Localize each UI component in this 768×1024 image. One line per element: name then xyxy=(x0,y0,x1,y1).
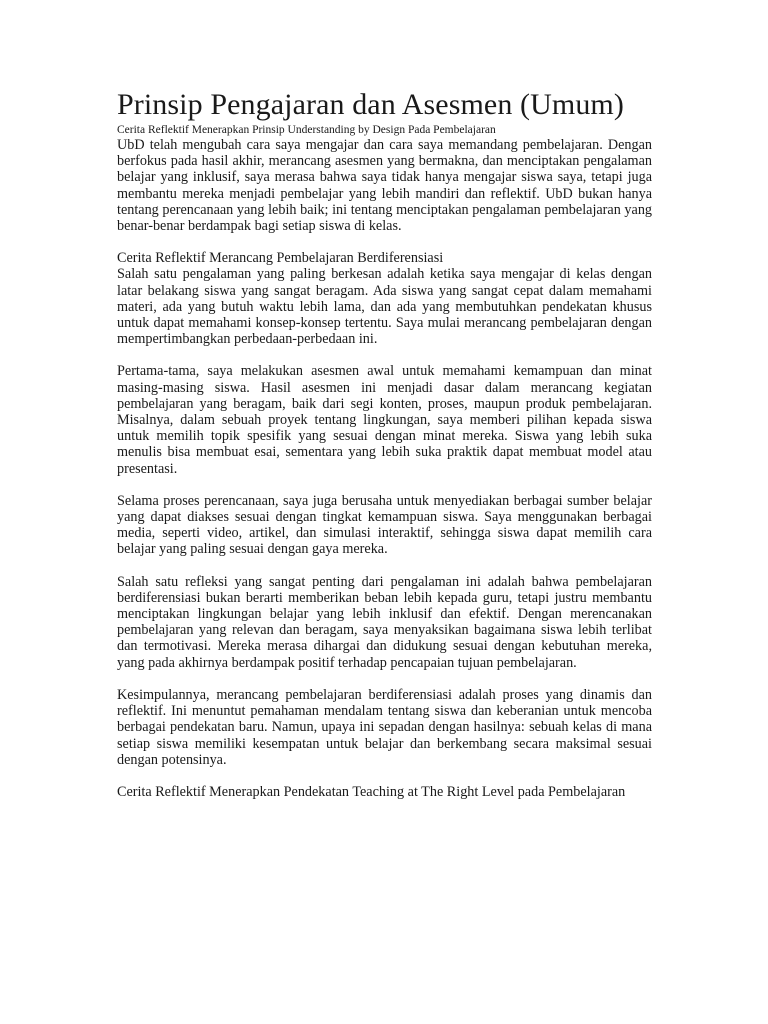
paragraph-2: Pertama-tama, saya melakukan asesmen awal untuk memahami kemampuan dan minat masing-masing siswa. Hasil asesmen ini menjadi dasar dalam merancang kegiatan pembelajaran yang beragam, baik dari segi konten, proses, maupun produk pembelajaran. Misalnya, dalam sebuah proyek tentang lingkungan, saya memberi pilihan kepada siswa untuk memilih topik spesifik yang sesuai dengan minat mereka. Siswa yang lebih suka menulis bisa membuat esai, sementara yang lebih suka praktik dapat membuat model atau presentasi. xyxy=(117,363,652,477)
section-heading: Cerita Reflektif Merancang Pembelajaran Berdiferensiasi xyxy=(117,250,444,267)
document-subtitle: Cerita Reflektif Menerapkan Prinsip Understanding by Design Pada Pembelajaran xyxy=(117,124,496,136)
paragraph-1: Salah satu pengalaman yang paling berkesan adalah ketika saya mengajar di kelas dengan latar belakang siswa yang sangat beragam. Ada siswa yang sangat cepat dalam memahami materi, ada yang butuh waktu lebih lama, dan ada yang membutuhkan pendekatan khusus untuk dapat memahami konsep-konsep tertentu. Saya mulai merancang pembelajaran dengan mempertimbangkan perbedaan-perbedaan ini. xyxy=(117,266,652,348)
paragraph-5: Kesimpulannya, merancang pembelajaran berdiferensiasi adalah proses yang dinamis dan reflektif. Ini menuntut pemahaman mendalam tentang siswa dan keberanian untuk mencoba berbagai pendekatan baru. Namun, upaya ini sepadan dengan hasilnya: sebuah kelas di mana setiap siswa memiliki kesempatan untuk belajar dan berkembang secara maksimal sesuai dengan potensinya. xyxy=(117,686,652,768)
paragraph-3: Selama proses perencanaan, saya juga berusaha untuk menyediakan berbagai sumber belajar yang dapat diakses sesuai dengan tingkat kemampuan siswa. Saya menggunakan berbagai media, seperti video, artikel, dan simulasi interaktif, sehingga siswa dapat memilih cara belajar yang paling sesuai dengan gaya mereka. xyxy=(117,492,652,558)
closing-heading: Cerita Reflektif Menerapkan Pendekatan Teaching at The Right Level pada Pembelajaran xyxy=(117,783,626,800)
document-title: Prinsip Pengajaran dan Asesmen (Umum) xyxy=(117,88,624,121)
intro-paragraph: UbD telah mengubah cara saya mengajar dan cara saya memandang pembelajaran. Dengan berfokus pada hasil akhir, merancang asesmen yang bermakna, dan menciptakan pengalaman belajar yang inklusif, saya merasa bahwa saya tidak hanya mengajar siswa saya, tetapi juga membantu mereka menjadi pembelajar yang lebih mandiri dan reflektif. UbD bukan hanya tentang perencanaan yang lebih baik; ini tentang menciptakan pengalaman pembelajaran yang benar-benar berdampak bagi setiap siswa di kelas. xyxy=(117,137,652,235)
document-page xyxy=(117,86,652,800)
paragraph-4: Salah satu refleksi yang sangat penting dari pengalaman ini adalah bahwa pembelajaran berdiferensiasi bukan berarti memberikan beban lebih kepada guru, tetapi justru membantu menciptakan lingkungan belajar yang lebih inklusif dan efektif. Dengan merencanakan pembelajaran yang relevan dan beragam, saya menyaksikan bagaimana siswa lebih terlibat dan termotivasi. Mereka merasa dihargai dan didukung sesuai dengan kebutuhan mereka, yang pada akhirnya berdampak positif terhadap pencapaian tujuan pembelajaran. xyxy=(117,573,652,671)
